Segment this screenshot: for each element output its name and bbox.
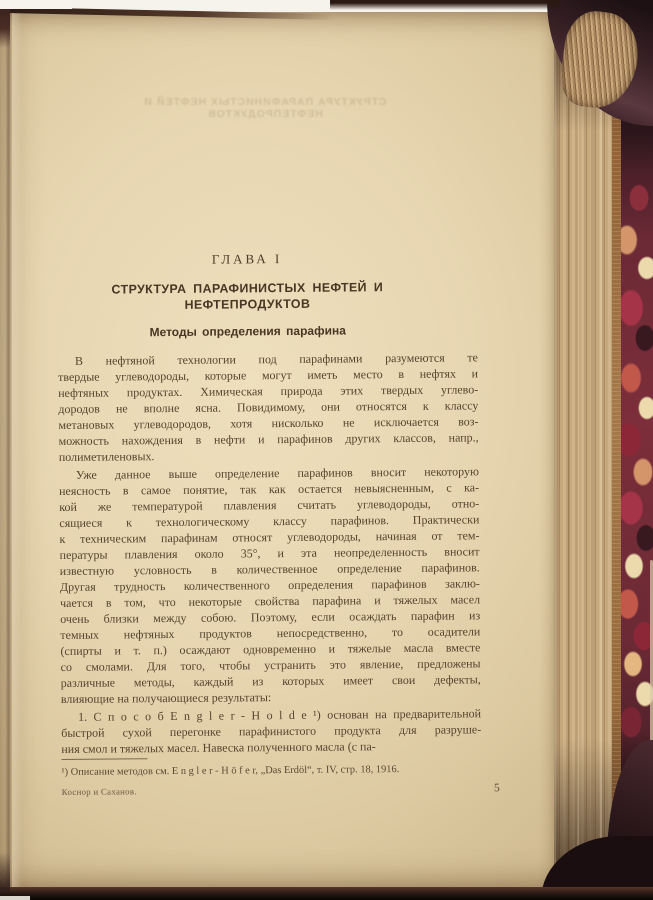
section-subtitle: Методы определения парафина — [149, 323, 346, 340]
binding-top-band — [330, 0, 560, 10]
paragraph — [61, 705, 481, 757]
book-page — [0, 12, 555, 888]
paragraph — [58, 349, 479, 465]
text-line: со смолами. Для того, чтобы устранить это явление, предложены — [60, 656, 481, 674]
text-line: Уже данное выше определение парафинов вносит некоторую — [75, 464, 479, 482]
text-line: можность нахождения в нефти и парафинов других классов, напр., — [58, 430, 479, 448]
text-line: различные методы, каждый из которых имеет свои дефекты, — [60, 672, 481, 690]
text-block — [57, 249, 500, 800]
text-line: быстрой сухой перегонке парафинистого продукта для разруше- — [61, 722, 482, 740]
text-line: неясность в самое понятие, так как остается невыясненным, с ка- — [59, 480, 480, 498]
body-text — [58, 349, 482, 757]
paragraph — [59, 463, 481, 707]
text-line: сящиеся к технологическому классу парафинов. Практически — [59, 512, 480, 530]
binding-left-bottom — [0, 852, 10, 892]
text-line: кой же температурой плавления считать углеводороды, отно- — [59, 496, 480, 514]
background-corner-bottom — [0, 896, 30, 900]
printers-signature: Коснор и Саханов. — [61, 786, 137, 797]
gutter-highlight — [12, 12, 22, 888]
text-line: дородов не вполне ясна. Повидимому, они относятся к классу — [58, 398, 479, 416]
fore-edge-streaks — [554, 10, 612, 878]
text-line: 1. С п о с о б E n g l e r - H o l d e ¹) основан на предварительной — [77, 706, 482, 724]
cover-board-edge — [612, 0, 621, 900]
text-line: твердые углеводороды, которые могут иметь место в нефтях и — [58, 366, 479, 384]
text-line: чается в том, что некоторые свойства парафина и тяжелых масел — [59, 592, 481, 610]
text-line: Другая трудность количественного определения парафинов заклю- — [59, 576, 480, 594]
page-footer — [62, 780, 500, 800]
footnote-rule — [61, 758, 147, 760]
text-line: В нефтяной технологии под парафинами разумеются те — [74, 350, 478, 368]
text-line: нефтяных продуктах. Химическая природа этих твердых углево- — [58, 382, 479, 400]
showthrough-text: СТРУКТУРА ПАРАФИНИСТЫХ НЕФТЕЙ И НЕФТЕПРОДУКТОВ — [143, 96, 387, 120]
text-line: известную условность в количественное определение парафинов. — [59, 560, 480, 578]
footnote: ¹) Описание методов см. E n g l e r - H ö f e r, „Das Erdöl“, т. IV, стр. 18, 1916. — [61, 764, 400, 778]
text-line: ния смол и тяжелых масел. Навеска полученного масла (с па- — [61, 739, 376, 756]
text-line: пературы плавления около 35°, и эта неопределенность вносит — [59, 544, 480, 562]
chapter-heading: ГЛАВА I — [211, 251, 283, 267]
text-line: темных нефтяных продуктов непосредственно, то осадители — [60, 624, 481, 642]
text-line: очень близки между собою. Поэтому, если осаждать парафин из — [60, 608, 481, 626]
background-corner-top — [0, 0, 72, 9]
text-line: (спирты и т. п.) осаждают одновременно и тяжелые масла вместе — [60, 640, 481, 658]
binding-bottom-band — [0, 887, 653, 900]
page-title: СТРУКТУРА ПАРАФИНИСТЫХ НЕФТЕЙ И НЕФТЕПРОДУКТОВ — [111, 280, 384, 312]
text-line: метановых углеводородов, хотя нисколько не исключается воз- — [58, 414, 479, 432]
text-line: полиметиленовых. — [58, 449, 155, 464]
page-number: 5 — [493, 782, 500, 795]
text-line: влияющие на получающиеся результаты: — [60, 690, 272, 706]
text-line: к техническим парафинам относят углеводороды, начиная от тем- — [59, 528, 480, 546]
gutter-shadow — [7, 12, 10, 888]
